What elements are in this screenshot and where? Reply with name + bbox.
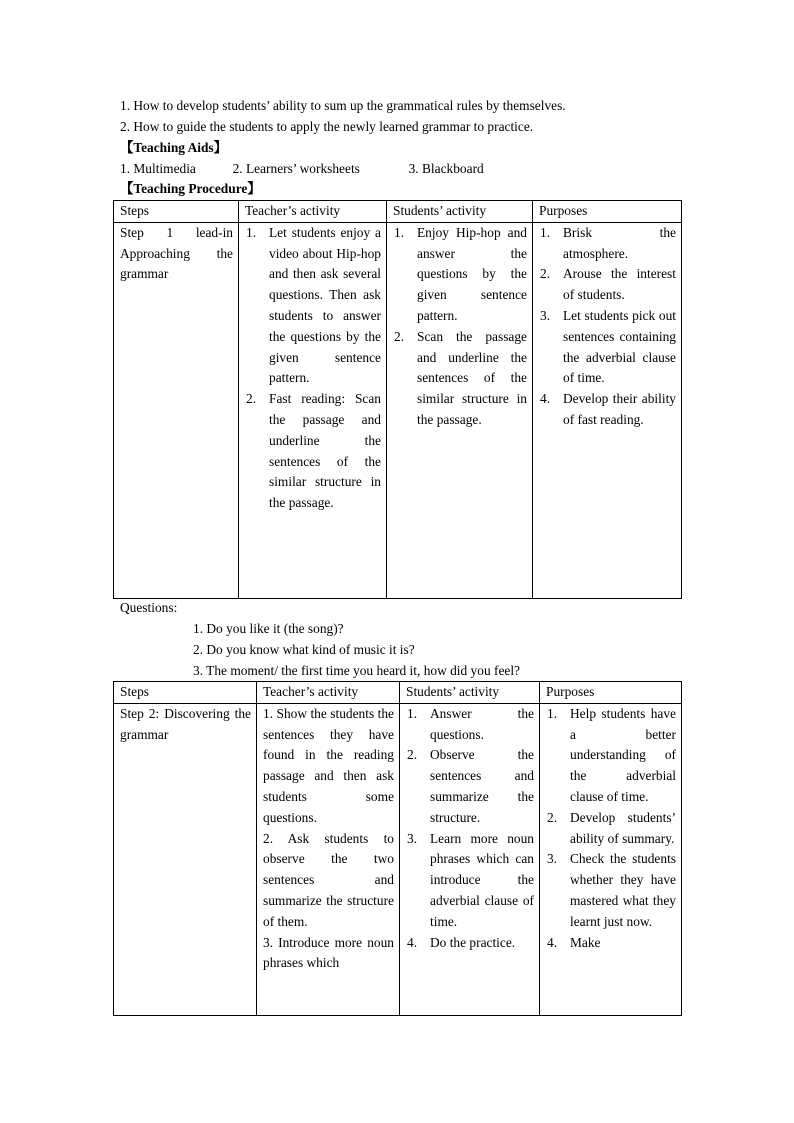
aid-item-2: 2. Learners’ worksheets	[232, 161, 360, 176]
header-steps: Steps	[114, 201, 239, 223]
teacher-activity-cell	[239, 222, 387, 598]
list-item: 1. Help students have a better understanding of the adverbial clause of time.	[547, 705, 676, 804]
list-item: 1. Show the students the sentences they have found in the reading passage and then ask students some questions.	[263, 705, 394, 825]
list-item: 2. Arouse the interest of students.	[540, 266, 676, 303]
header-students-activity: Students’ activity	[400, 682, 540, 704]
header-purposes: Purposes	[533, 201, 682, 223]
list-item: 2. Scan the passage and underline the sentences of the similar structure in the passage.	[394, 328, 527, 427]
list-item: 4. Develop their ability of fast reading.	[540, 391, 676, 427]
teacher-activity-cell	[257, 703, 400, 1015]
table-header-row	[114, 201, 682, 223]
header-teacher-activity: Teacher’s activity	[257, 682, 400, 704]
procedure-table-step-2	[113, 681, 682, 1016]
table-row	[114, 222, 682, 598]
header-teacher-activity: Teacher’s activity	[239, 201, 387, 223]
aid-item-3: 3. Blackboard	[408, 161, 484, 176]
list-item: 1. Enjoy Hip-hop and answer the questions by the given sentence pattern.	[394, 224, 527, 323]
question-3: 3. The moment/ the first time you heard it, how did you feel?	[193, 663, 521, 678]
list-item: 2. Ask students to observe the two sentences and summarize the structure of them.	[263, 830, 394, 929]
header-students-activity: Students’ activity	[387, 201, 533, 223]
question-1: 1. Do you like it (the song)?	[193, 621, 344, 636]
list-item: 1. Brisk the atmosphere.	[540, 224, 676, 261]
teaching-aids-list	[120, 159, 484, 180]
step-cell: Step 1 lead-in Approaching the grammar	[114, 222, 239, 598]
table-header-row	[114, 682, 682, 704]
list-item: 1. Let students enjoy a video about Hip-hop and then ask several questions. Then ask students to answer the questions by the given sentence pattern.	[246, 224, 381, 386]
table-row	[114, 703, 682, 1015]
list-item: 4. Do the practice.	[407, 934, 516, 950]
students-activity-cell	[400, 703, 540, 1015]
purposes-cell	[540, 703, 682, 1015]
list-item: 1. Answer the questions.	[407, 705, 534, 742]
list-item: 4. Make	[547, 934, 601, 950]
list-item: 3. Introduce more noun phrases which	[263, 934, 394, 971]
list-item: 2. Develop students’ ability of summary.	[547, 809, 676, 846]
aid-item-1: 1. Multimedia	[120, 161, 196, 176]
teaching-aids-heading: 【Teaching Aids】	[120, 140, 228, 155]
question-2: 2. Do you know what kind of music it is?	[193, 642, 415, 657]
difficulty-1: 1. How to develop students’ ability to sum up the grammatical rules by themselves.	[120, 98, 566, 113]
list-item: 3. Let students pick out sentences containing the adverbial clause of time.	[540, 307, 676, 386]
difficulty-2: 2. How to guide the students to apply the newly learned grammar to practice.	[120, 119, 534, 134]
purposes-cell	[533, 222, 682, 598]
questions-label: Questions:	[120, 600, 178, 615]
list-item: 3. Check the students whether they have mastered what they learnt just now.	[547, 851, 676, 929]
header-purposes: Purposes	[540, 682, 682, 704]
list-item: 2. Fast reading: Scan the passage and underline the sentences of the similar structure in the passage.	[246, 391, 381, 511]
header-steps: Steps	[114, 682, 257, 704]
list-item: 2. Observe the sentences and summarize the structure.	[407, 747, 534, 825]
teaching-procedure-heading: 【Teaching Procedure】	[120, 181, 261, 196]
students-activity-cell	[387, 222, 533, 598]
procedure-table-step-1	[113, 200, 682, 599]
step-cell: Step 2: Discovering the grammar	[114, 703, 257, 1015]
list-item: 3. Learn more noun phrases which can introduce the adverbial clause of time.	[407, 830, 534, 929]
